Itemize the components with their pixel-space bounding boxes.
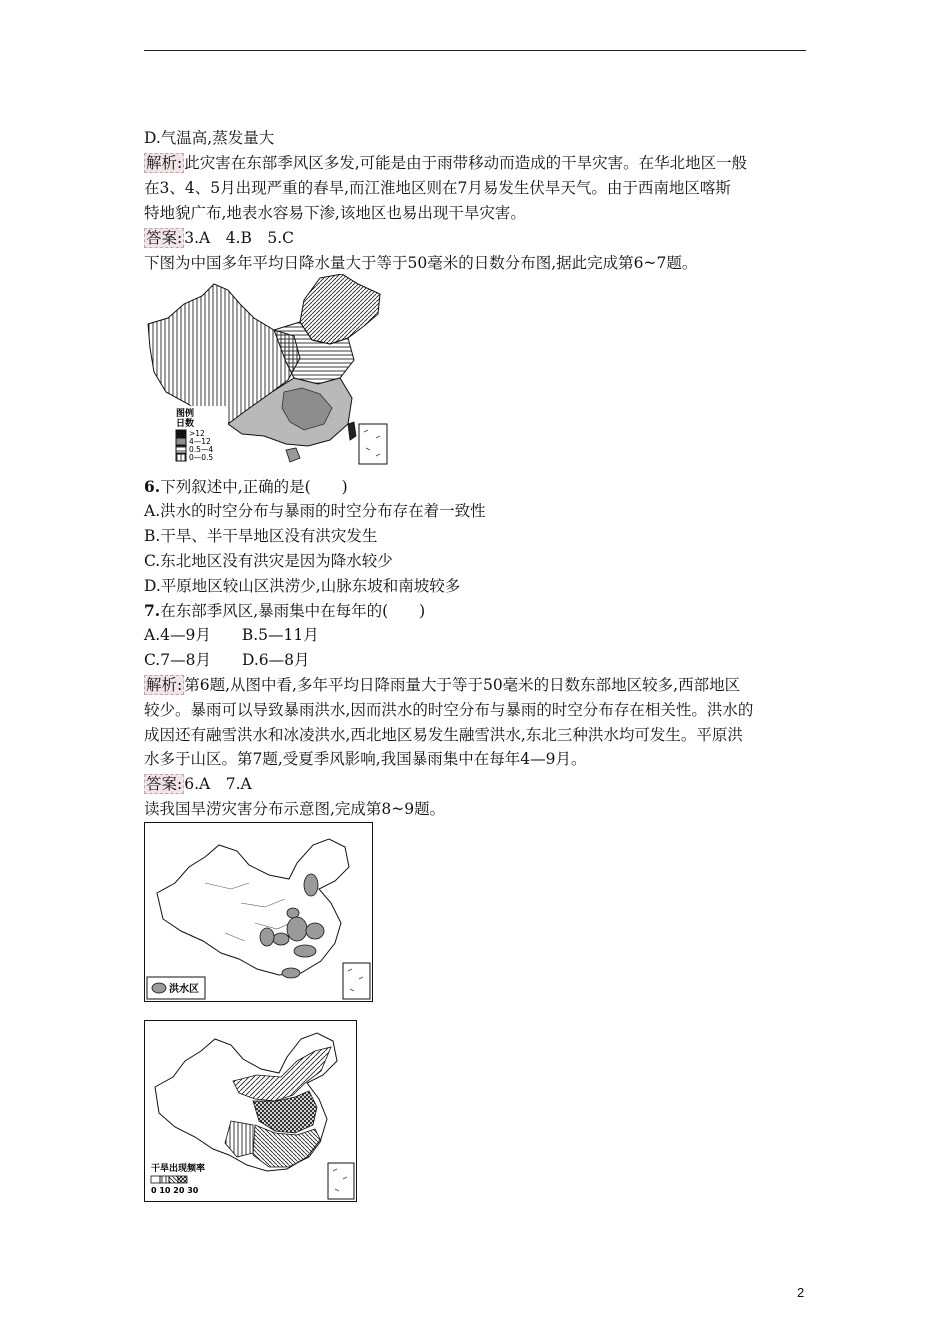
option-d-prev: D.气温高,蒸发量大 xyxy=(144,129,275,147)
drought-frequency-map xyxy=(144,1020,357,1202)
q6-option-a: A.洪水的时空分布与暴雨的时空分布存在着一致性 xyxy=(144,502,486,520)
q7-options-row2: C.7—8月 D.6—8月 xyxy=(144,651,310,669)
question-7-stem: 7.在东部季风区,暴雨集中在每年的( ) xyxy=(144,601,426,620)
flood-area xyxy=(282,968,300,978)
q6-option-b: B.干旱、半干旱地区没有洪灾发生 xyxy=(144,527,378,545)
legend-item: >12 xyxy=(189,429,205,438)
flood-legend-label: 洪水区 xyxy=(169,984,199,995)
flood-area xyxy=(306,923,324,939)
analysis-label: 解析: xyxy=(146,676,183,694)
answer-line: 答案: 6.A 7.A xyxy=(146,775,252,793)
flood-legend-swatch xyxy=(152,983,166,993)
answer-label: 答案: xyxy=(146,229,183,247)
flood-area xyxy=(304,874,318,896)
flood-area xyxy=(294,945,316,957)
analysis-line: 特地貌广布,地表水容易下渗,该地区也易出现干旱灾害。 xyxy=(144,204,526,222)
south-sea-inset xyxy=(328,1163,354,1199)
analysis-line: 解析: 第6题,从图中看,多年平均日降雨量大于等于50毫米的日数东部地区较多,西部地区 xyxy=(146,676,741,694)
analysis-line: 较少。暴雨可以导致暴雨洪水,因而洪水的时空分布与暴雨的时空分布存在相关性。洪水的 xyxy=(144,701,754,719)
intro-6-7: 下图为中国多年平均日降水量大于等于50毫米的日数分布图,据此完成第6~7题。 xyxy=(144,254,698,272)
south-sea-inset xyxy=(343,963,370,999)
flood-area xyxy=(287,917,307,941)
header-rule xyxy=(144,50,806,51)
china-outline xyxy=(157,839,349,975)
analysis-label: 解析: xyxy=(146,154,183,172)
rainstorm-days-map xyxy=(144,274,388,466)
page-number: 2 xyxy=(797,1285,805,1300)
q6-option-d: D.平原地区较山区洪涝少,山脉东坡和南坡较多 xyxy=(144,577,461,595)
answer-label: 答案: xyxy=(146,775,183,793)
drought-legend-title: 干旱出现频率 xyxy=(151,1164,206,1174)
analysis-line: 在3、4、5月出现严重的春旱,而江淮地区则在7月易发生伏旱天气。由于西南地区喀斯 xyxy=(144,179,731,197)
hainan-island xyxy=(286,448,300,462)
flood-area-map xyxy=(144,822,373,1002)
analysis-line: 水多于山区。第7题,受夏季风影响,我国暴雨集中在每年4—9月。 xyxy=(144,750,587,768)
q7-options-row1: A.4—9月 B.5—11月 xyxy=(144,626,319,644)
south-sea-inset xyxy=(359,424,387,464)
legend-subtitle: 日数 xyxy=(176,419,195,429)
drought-legend-scale: 0 10 20 30 xyxy=(151,1186,199,1195)
legend-item: 0—0.5 xyxy=(189,453,214,462)
question-6-stem: 6.下列叙述中,正确的是( ) xyxy=(144,477,348,496)
legend-item: 0.5—4 xyxy=(189,445,214,454)
intro-8-9: 读我国旱涝灾害分布示意图,完成第8~9题。 xyxy=(144,800,446,818)
flood-area xyxy=(287,908,299,918)
q6-option-c: C.东北地区没有洪灾是因为降水较少 xyxy=(144,552,393,570)
analysis-line: 解析: 此灾害在东部季风区多发,可能是由于雨带移动而造成的干旱灾害。在华北地区一般 xyxy=(146,154,748,172)
legend-item: 4—12 xyxy=(189,437,211,446)
analysis-line: 成因还有融雪洪水和冰凌洪水,西北地区易发生融雪洪水,东北三种洪水均可发生。平原洪 xyxy=(144,726,743,744)
legend-title: 图例 xyxy=(176,409,195,419)
china-outline-northeast xyxy=(300,274,380,344)
flood-area xyxy=(260,928,274,946)
answer-line: 答案: 3.A 4.B 5.C xyxy=(146,229,295,247)
flood-area xyxy=(273,933,289,945)
taiwan-island xyxy=(348,422,356,440)
